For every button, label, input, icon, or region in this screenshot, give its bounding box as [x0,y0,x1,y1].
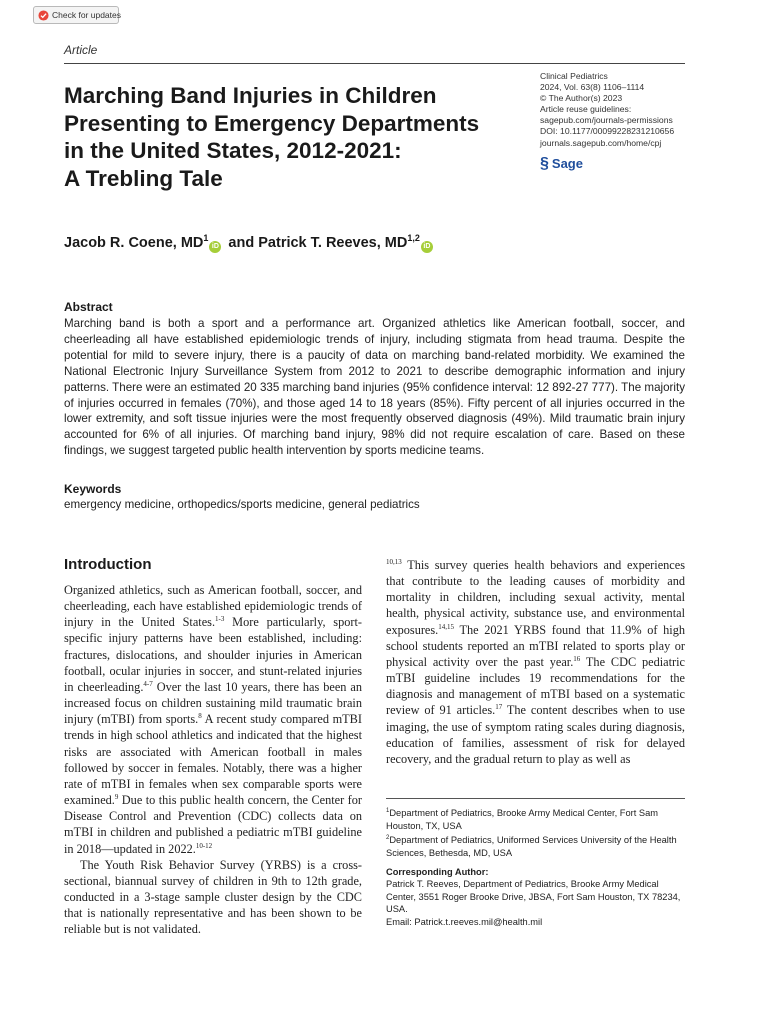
author-name: Patrick T. Reeves, MD [258,234,408,251]
check-for-updates-label: Check for updates [52,10,121,20]
citation-ref[interactable]: 9 [114,792,119,801]
title-line: Presenting to Emergency Departments [64,110,480,136]
sage-logo [540,155,583,173]
title-line: in the United States, 2012-2021: [64,138,402,163]
citation-ref[interactable]: 10,13 [386,557,402,566]
orcid-icon[interactable]: iD [209,241,221,253]
title-line: Marching Band Injuries in Children [64,83,437,108]
header-divider [64,63,685,64]
sage-s-icon: § [540,155,549,172]
keywords-heading: Keywords [64,482,122,496]
paragraph: Organized athletics, such as American football, soccer, and cheerleading, each have established epidemiologic trends of injury in the United States.$^{1-3}$ More particularly, sport-specific injury patterns have been established, including: fractures, dislocations, and shoulder injuries in American football, ocular injuries in soccer, and stunt-related injuries in cheerleading.$^{4-7}$ Over the last 10 years, there has been an increased focus on children sustaining mild traumatic brain injury (mTBI) from sports.$^8$ A recent study compared mTBI trends in high school athletics and indicated that the highest risks are associated with American football in males followed by soccer in females. Notably, there was a higher rate of mTBI in females when sex comparable sports were examined.$^9$ Due to this public health concern, the Center for Disease Control and Prevention (CDC) collects data on mTBI in children and published a pediatric mTBI guideline in 2018—updated in 2022.$^{10-12}$ [64,583,363,856]
permissions-link[interactable]: sagepub.com/journals-permissions [540,115,673,126]
author-affiliation: 1,2 [407,233,420,243]
title-line: A Trebling Tale [64,165,223,191]
citation-ref[interactable]: 16 [573,654,581,663]
corresponding-author-address: Patrick T. Reeves, Department of Pediatrics, Brooke Army Medical Center, 3551 Roger Brooke Drive, JBSA, Fort Sam Houston, TX 78234, USA. [386,879,681,915]
journal-home-link[interactable]: journals.sagepub.com/home/cpj [540,137,662,148]
citation-ref[interactable]: 1-3 [215,615,225,624]
author-line [64,233,436,253]
citation-ref[interactable]: 10-12 [195,841,213,850]
body-column-right [386,557,685,767]
paragraph: The Youth Risk Behavior Survey (YRBS) is a cross-sectional, biannual survey of children in 9th to 12th grade, conducted in a 3-stage sample cluster design by the CDC that is nationally representative and has been shown to be reliable but is not validated. [64,857,362,937]
email-link[interactable]: Patrick.t.reeves.mil@health.mil [414,916,543,927]
paragraph-continued: $^{10,13}$ This survey queries health behaviors and experiences that contribute to the leading causes of morbidity and mortality in children, including sexual activity, mental health, physical activity, substance use, and environmental exposures.$^{14,15}$ The 2021 YRBS found that 11.9% of high school students reported an mTBI related to sports play or physical activity over the past year.$^{16}$ The CDC pediatric mTBI guideline includes 19 recommendations for the diagnosis and management of mTBI based on a systematic review of 91 articles.$^{17}$ The content describes when to use imaging, the use of symptom rating scales during diagnosis, education of families, assessment of risk for delayed recovery, and the gradual return to play as well as [386,557,686,766]
journal-metadata [540,71,700,149]
copyright: © The Author(s) 2023 [540,93,623,104]
author-conjunction: and [224,234,259,251]
article-type-label: Article [64,43,98,57]
introduction-heading: Introduction [64,556,152,573]
abstract-text: Marching band is both a sport and a performance art. Organized athletics like American football, soccer, and cheerleading all have established epidemiologic trends of injury, including stigmata from head trauma. Despite the potential for mild to severe injury, there is a paucity of data on marching band-related morbidity. We examined the National Electronic Injury Surveillance System from 2012 to 2021 to describe demographic information and injury patterns. There were an estimated 20 335 marching band injuries (95% confidence interval: 12 892-27 777). The majority of injuries occurred in females (70%), and those aged 14 to 18 years (85%). Fifty percent of all injuries occurred in the lower extremity, and soft tissue injuries were the most frequently observed diagnosis (49%). Mild traumatic brain injury accounted for 6% of all injuries. Of marching band injury, 98% did not require escalation of care. Based on these findings, we suggest targeted public health intervention by sports medicine teams. [64,317,685,458]
footnote-divider [386,798,685,799]
footnotes [386,805,686,929]
crossmark-icon [38,10,49,21]
journal-name: Clinical Pediatrics [540,71,608,81]
author-affiliation: 1 [203,233,209,243]
citation-ref[interactable]: 8 [198,712,202,721]
doi-link[interactable]: DOI: 10.1177/00099228231210656 [540,126,675,137]
corresponding-author-email: Email: Patrick.t.reeves.mil@health.mil [386,916,543,927]
abstract-heading: Abstract [64,300,113,314]
citation-ref[interactable]: 14,15 [438,622,454,631]
corresponding-author-heading: Corresponding Author: [386,866,489,877]
citation-ref[interactable]: 4-7 [143,679,153,688]
citation-ref[interactable]: 17 [495,703,503,712]
affiliation-2: $^2$Department of Pediatrics, Uniformed Services University of the Health Sciences, Bethesda, MD, USA [386,835,677,858]
journal-volume: 2024, Vol. 63(8) 1106–1114 [540,82,645,93]
keywords-text: emergency medicine, orthopedics/sports medicine, general pediatrics [64,498,420,511]
author-name: Jacob R. Coene, MD [64,234,204,251]
reuse-guidelines-label: Article reuse guidelines: [540,104,632,115]
orcid-icon[interactable]: iD [421,241,433,253]
affiliation-1: $^1$Department of Pediatrics, Brooke Army Medical Center, Fort Sam Houston, TX, USA [386,808,659,831]
check-for-updates-button[interactable] [33,6,119,24]
article-title [64,82,519,192]
sage-logo-text: Sage [551,156,583,171]
body-column-left [64,582,362,937]
